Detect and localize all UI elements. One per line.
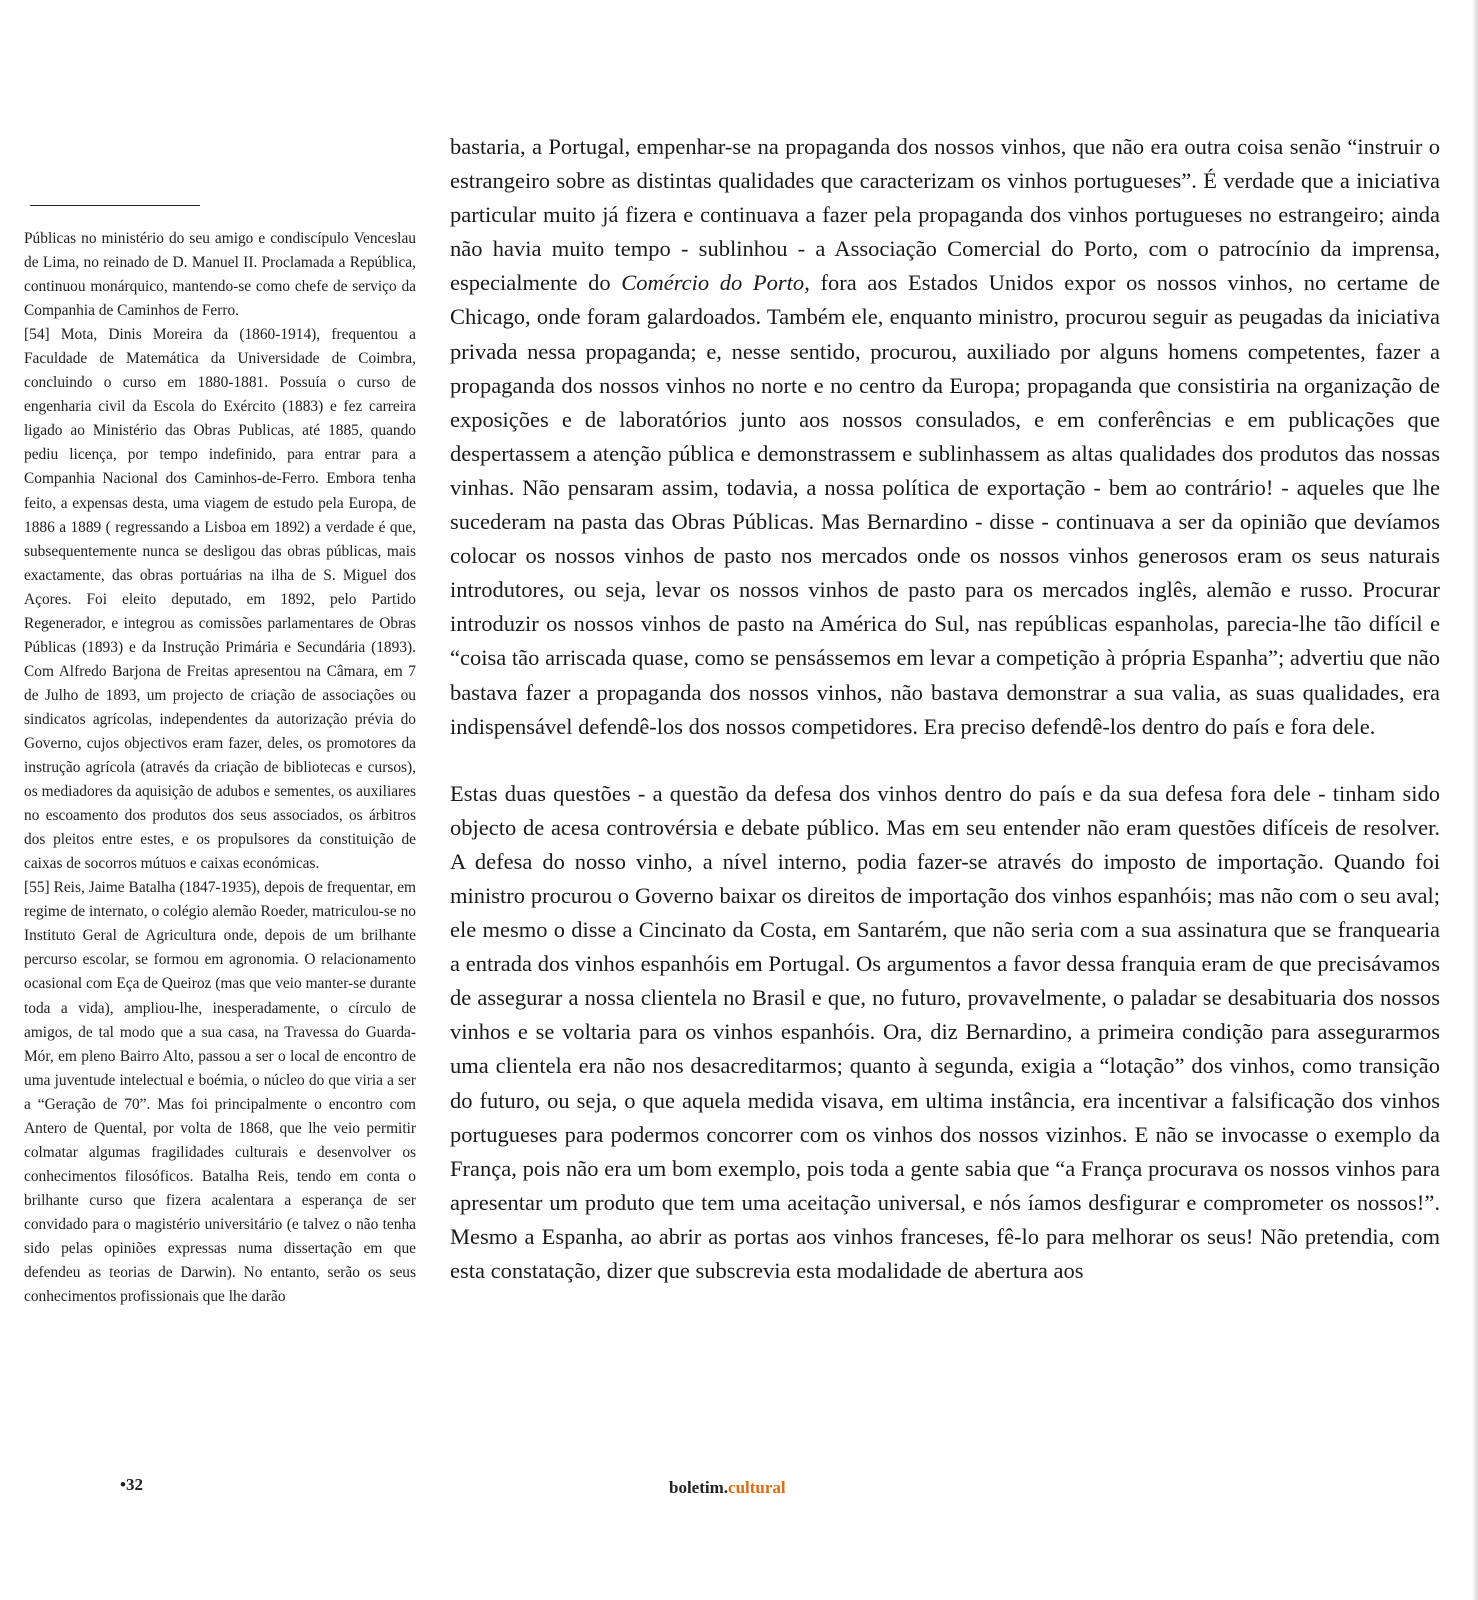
main-paragraph-1-part-b: , fora aos Estados Unidos expor os nossos vinhos, no certame de Chicago, onde foram galardoados. Também ele, enquanto ministro, procurou seguir as peugadas da iniciativa privada nessa propaganda; e, nesse sentido, procurou, auxiliado por alguns homens competentes, fazer a propaganda dos nossos vinhos no norte e no centro da Europa; propaganda que consistiria na organização de exposições e de laboratórios junto aos nossos consulados, e em conferências e em publicações que despertassem a atenção pública e demonstrassem e sublinhassem as altas qualidades dos produtos das nossas vinhas. Não pensaram assim, todavia, a nossa política de exportação - bem ao contrário! - aqueles que lhe sucederam na pasta das Obras Públicas. Mas Bernardino - disse - continuava a ser da opinião que devíamos colocar os nossos vinhos de pasto nos mercados onde os nossos vinhos generosos eram os seus naturais introdutores, ou seja, levar os nossos vinhos de pasto para os mercados inglês, alemão e russo. Procurar introduzir os nossos vinhos de pasto na América do Sul, nas repúblicas espanholas, parecia-lhe tão difícil e “coisa tão arriscada quase, como se pensássemos em levar a competição à própria Espanha”; advertiu que não bastava fazer a propaganda dos nossos vinhos, não bastava demonstrar a sua valia, as suas qualidades, era indispensável defendê-los dos nossos competidores. Era preciso defendê-los dentro do país e fora dele.: [450, 270, 1440, 739]
page-number: •32: [120, 1475, 143, 1494]
page-edge-shadow: [1472, 0, 1478, 1600]
main-paragraph-1-part-a: bastaria, a Portugal, empenhar-se na propaganda dos nossos vinhos, que não era outra coisa senão “instruir o estrangeiro sobre as distintas qualidades que caracterizam os vinhos portugueses”. É verdade que a iniciativa particular muito já fizera e continuava a fazer pela propaganda dos vinhos portugueses no estrangeiro; ainda não havia muito tempo - sublinhou - a Associação Comercial do Porto, com o patrocínio da imprensa, especialmente do: [450, 134, 1440, 296]
footnote-55: [55] Reis, Jaime Batalha (1847-1935), depois de frequentar, em regime de internato, o colégio alemão Roeder, matriculou-se no Instituto Geral de Agricultura onde, depois de um brilhante percurso escolar, se formou em agronomia. O relacionamento ocasional com Eça de Queiroz (mas que veio manter-se durante toda a vida), ampliou-lhe, inesperadamente, o círculo de amigos, de tal modo que a sua casa, na Travessa do Guarda-Mór, em pleno Bairro Alto, passou a ser o local de encontro de uma juventude intelectual e boémia, o núcleo do que viria a ser a “Geração de 70”. Mas foi principalmente o encontro com Antero de Quental, por volta de 1868, que lhe veio permitir colmatar algumas fragilidades culturais e desenvolver os conhecimentos filosóficos. Batalha Reis, tendo em conta o brilhante curso que fizera acalentara a esperança de ser convidado para o magistério universitário (e talvez o não tenha sido pelas opiniões expressas numa dissertação em que defendeu as teorias de Darwin). No entanto, serão os seus conhecimentos profissionais que lhe darão: [24, 879, 416, 1306]
running-footer: [669, 1478, 786, 1498]
main-paragraph-2: Estas duas questões - a questão da defesa dos vinhos dentro do país e da sua defesa fora dele - tinham sido objecto de acesa controvérsia e debate público. Mas em seu entender não eram questões difíceis de resolver. A defesa do nosso vinho, a nível interno, podia fazer-se através do imposto de importação. Quando foi ministro procurou o Governo baixar os direitos de importação dos vinhos espanhóis; mas não com o seu aval; ele mesmo o disse a Cincinato da Costa, em Santarém, que não seria com a sua assinatura que se franquearia a entrada dos vinhos espanhóis em Portugal. Os argumentos a favor dessa franquia eram de que precisávamos de assegurar a nossa clientela no Brasil e que, no futuro, provavelmente, o paladar se desabituaria dos nossos vinhos e se voltaria para os vinhos espanhóis. Ora, diz Bernardino, a primeira condição para assegurarmos uma clientela era não nos desacreditarmos; quanto à segunda, exigia a “lotação” dos vinhos, como transição do futuro, ou seja, o que aquela medida visava, em ultima instância, era incentivar a falsificação dos vinhos portugueses para podermos concorrer com os vinhos dos nossos vizinhos. E não se invocasse o exemplo da França, pois não era um bom exemplo, pois toda a gente sabia que “a França procurava os nossos vinhos para apresentar um produto que tem uma aceitação universal, e nós íamos desfigurar e comprometer os nossos!”. Mesmo a Espanha, ao abrir as portas aos vinhos franceses, fê-lo para melhorar os seus! Não pretendia, com esta constatação, dizer que subscrevia esta modalidade de abertura aos: [450, 780, 1440, 1283]
footnote-separator: [30, 205, 200, 206]
main-text-column: [450, 130, 1440, 1288]
footer-dot: .: [723, 1478, 729, 1497]
footnotes-column: [24, 227, 416, 1309]
footnote-54: [54] Mota, Dinis Moreira da (1860-1914), frequentou a Faculdade de Matemática da Universidade de Coimbra, concluindo o curso em 1880-1881. Possuía o curso de engenharia civil da Escola do Exército (1883) e fez carreira ligado ao Ministério das Obras Publicas, até 1885, quando pediu licença, por tempo indefinido, para entrar para a Companhia Nacional dos Caminhos-de-Ferro. Embora tenha feito, a expensas desta, uma viagem de estudo pela Europa, de 1886 a 1889 ( regressando a Lisboa em 1892) a verdade é que, subsequentemente nunca se desligou das obras públicas, mais exactamente, das obras portuárias na ilha de S. Miguel dos Açores. Foi eleito deputado, em 1892, pelo Partido Regenerador, e integrou as comissões parlamentares de Obras Públicas (1893) e da Instrução Primária e Secundária (1893). Com Alfredo Barjona de Freitas apresentou na Câmara, em 7 de Julho de 1893, um projecto de criação de associações ou sindicatos agrícolas, independentes da autorização prévia do Governo, cujos objectivos eram fazer, deles, os promotores da instrução agrícola (através da criação de bibliotecas e cursos), os mediadores da aquisição de adubos e sementes, os auxiliares no escoamento dos produtos dos seus associados, os árbitros dos pleitos entre estes, e os propulsores da constituição de caixas de socorros mútuos e caixas económicas.: [24, 326, 416, 873]
footnote-continuation: Públicas no ministério do seu amigo e condiscípulo Venceslau de Lima, no reinado de D. Manuel II. Proclamada a República, continuou monárquico, mantendo-se como chefe de serviço da Companhia de Caminhos de Ferro.: [24, 230, 416, 320]
footer-boletim: boletim: [669, 1478, 724, 1497]
newspaper-title-italic: Comércio do Porto: [621, 270, 805, 296]
footer-cultural: cultural: [728, 1478, 786, 1497]
main-paragraph-1: [450, 130, 1440, 744]
